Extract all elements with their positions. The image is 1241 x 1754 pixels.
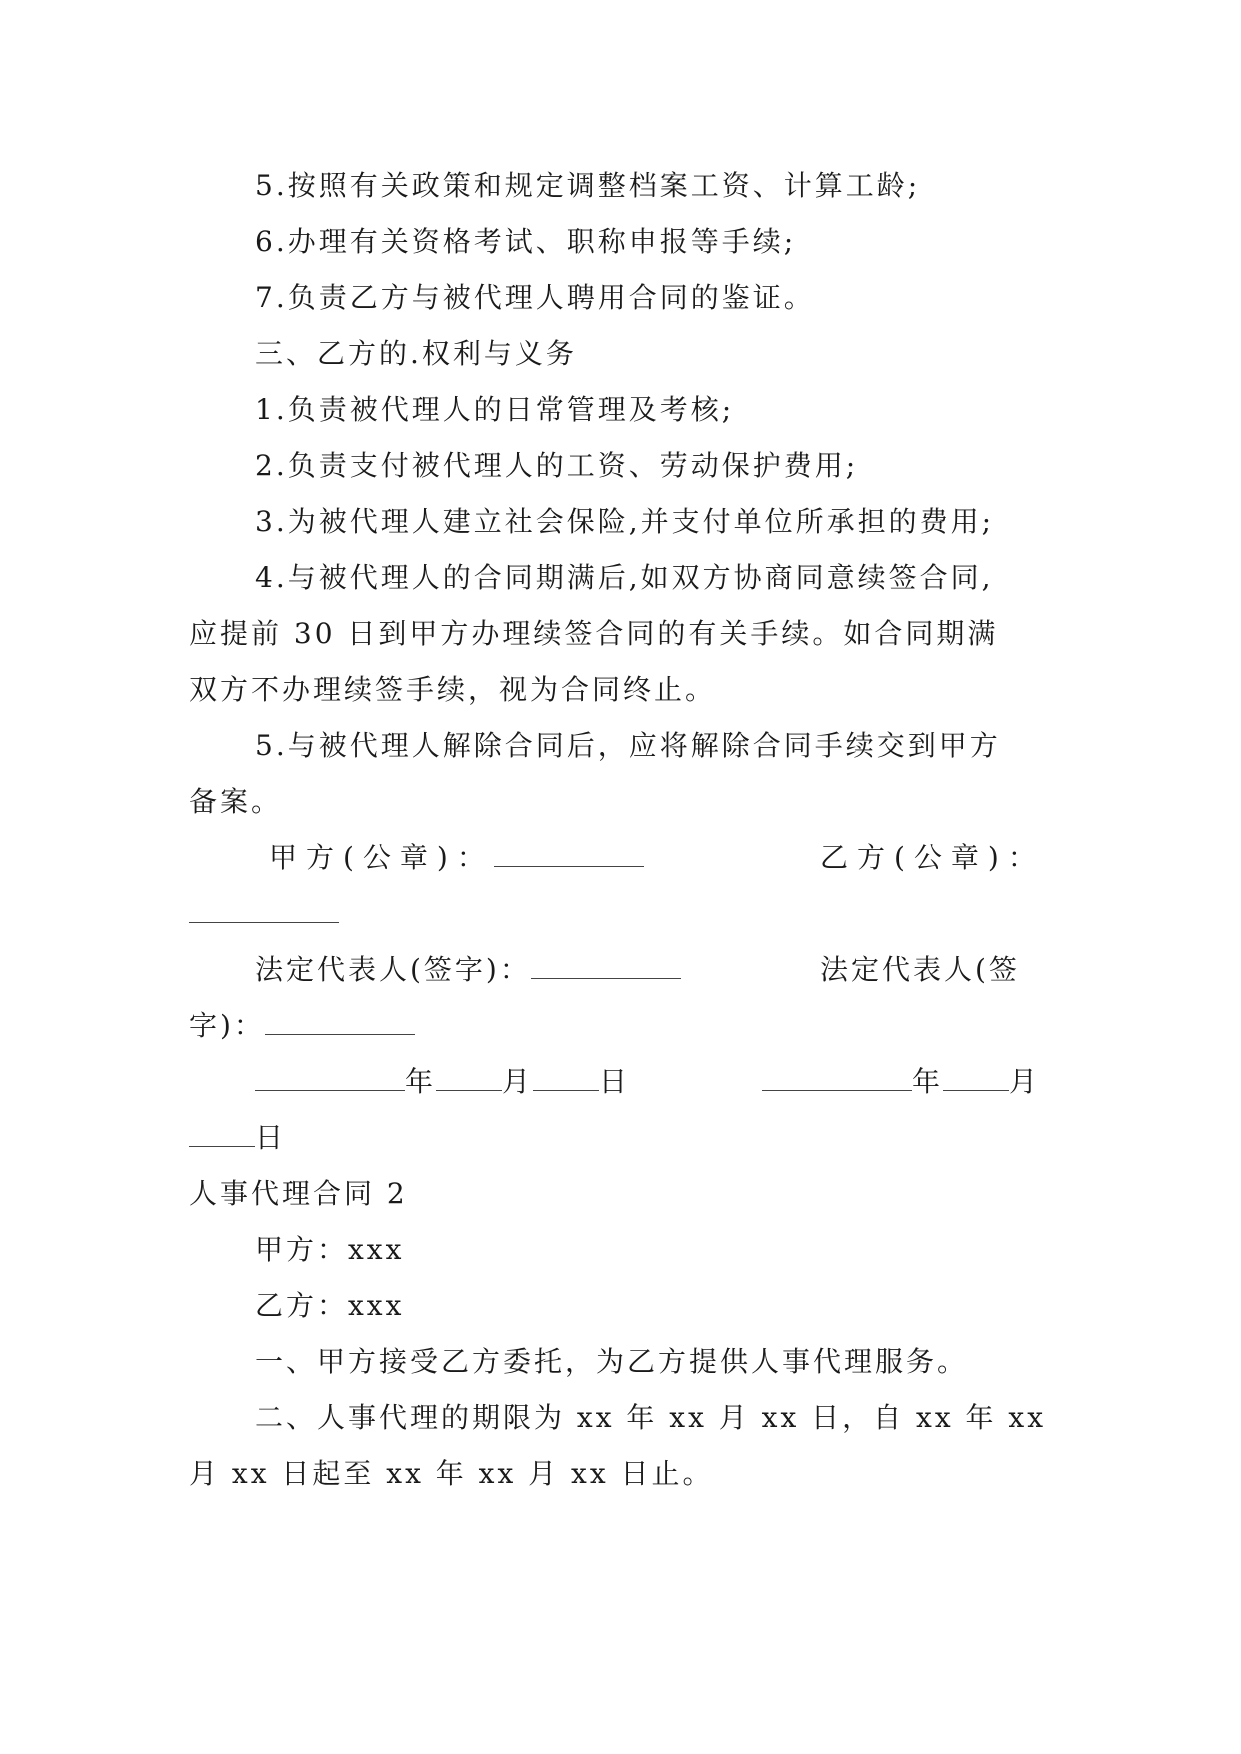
- party-a-rep-label: 法定代表人(签字)：: [255, 953, 531, 986]
- party-b-rep-label: 法定代表人(签: [820, 953, 1020, 986]
- signature-rep-row: [189, 942, 1051, 998]
- party-a-day-label: 日: [599, 1065, 631, 1098]
- paragraph-s3-item-5-line-1: 5.与被代理人解除合同后，应将解除合同手续交到甲方: [255, 729, 1001, 762]
- party-a-rep-blank: [531, 949, 681, 979]
- party-b-day-label: 日: [255, 1121, 287, 1154]
- party-a-seal-label: 甲方(公章)：: [269, 841, 494, 874]
- paragraph-s3-item-4-line-3: 双方不办理续签手续，视为合同终止。: [189, 673, 717, 706]
- party-a-month-label: 月: [502, 1065, 534, 1098]
- party-b-day-row: [189, 1110, 1051, 1166]
- paragraph-s3-item-3: 3.为被代理人建立社会保险,并支付单位所承担的费用;: [255, 505, 995, 538]
- party-b-rep-continued-row: [189, 998, 1051, 1054]
- paragraph-s3-item-1: 1.负责被代理人的日常管理及考核;: [255, 393, 735, 426]
- section-heading-3: 三、乙方的.权利与义务: [255, 337, 577, 370]
- paragraph-s3-item-5-line-2: 备案。: [189, 785, 283, 818]
- party-a-day-blank: [533, 1061, 599, 1091]
- paragraph-s3-item-2: 2.负责支付被代理人的工资、劳动保护费用;: [255, 449, 859, 482]
- party-a-year-label: 年: [405, 1065, 437, 1098]
- paragraph-item-7: 7.负责乙方与被代理人聘用合同的鉴证。: [255, 281, 815, 314]
- document-body: [189, 158, 1051, 1502]
- contract-2-title: 人事代理合同 2: [189, 1177, 408, 1210]
- party-a-seal-field: [269, 830, 644, 886]
- paragraph-s3-item-4-line-2: 应提前 30 日到甲方办理续签合同的有关手续。如合同期满: [189, 617, 999, 650]
- signature-date-row: [189, 1054, 1051, 1110]
- party-b-date-field: [762, 1054, 1040, 1110]
- contract-2-clause-2-line-1: 二、人事代理的期限为 xx 年 xx 月 xx 日，自 xx 年 xx: [255, 1401, 1047, 1434]
- party-b-seal-label: 乙方(公章)：: [820, 841, 1045, 874]
- party-a-month-blank: [436, 1061, 502, 1091]
- contract-2-party-b: 乙方：xxx: [255, 1289, 405, 1322]
- party-b-rep-blank: [265, 1005, 415, 1035]
- contract-2-clause-2-line-2: 月 xx 日起至 xx 年 xx 月 xx 日止。: [189, 1457, 714, 1490]
- party-b-month-label: 月: [1009, 1065, 1041, 1098]
- party-a-seal-blank: [494, 837, 644, 867]
- party-b-month-blank: [943, 1061, 1009, 1091]
- contract-2-clause-1: 一、甲方接受乙方委托，为乙方提供人事代理服务。: [255, 1345, 969, 1378]
- party-a-rep-field: [255, 942, 681, 998]
- signature-seal-row: [189, 830, 1051, 886]
- party-b-rep-label-cont: 字)：: [189, 1009, 265, 1042]
- paragraph-item-5: 5.按照有关政策和规定调整档案工资、计算工龄;: [255, 169, 921, 202]
- party-b-year-blank: [762, 1061, 912, 1091]
- contract-2-party-a: 甲方：xxx: [255, 1233, 405, 1266]
- party-b-seal-blank-row: [189, 886, 1051, 942]
- paragraph-s3-item-4-line-1: 4.与被代理人的合同期满后,如双方协商同意续签合同,: [255, 561, 994, 594]
- party-b-year-label: 年: [912, 1065, 944, 1098]
- party-b-day-blank: [189, 1117, 255, 1147]
- paragraph-item-6: 6.办理有关资格考试、职称申报等手续;: [255, 225, 797, 258]
- party-a-year-blank: [255, 1061, 405, 1091]
- party-a-date-field: [255, 1054, 630, 1110]
- party-b-seal-blank: [189, 893, 339, 923]
